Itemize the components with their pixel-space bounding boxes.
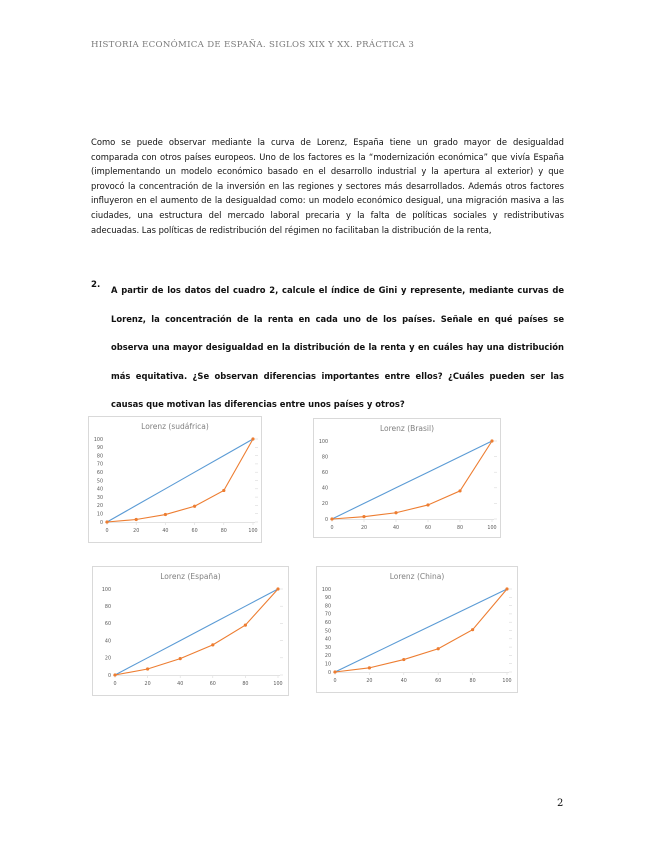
lorenz-point <box>193 505 196 508</box>
y-tick-label: 100 <box>321 587 331 593</box>
page-number: 2 <box>557 798 564 809</box>
x-tick-label: 80 <box>242 682 249 687</box>
lorenz-point <box>211 643 214 646</box>
y-tick-label: 0 <box>327 670 331 676</box>
chart-svg <box>314 419 500 537</box>
x-tick-label: 40 <box>177 682 184 687</box>
y-tick-label: 60 <box>104 622 111 628</box>
lorenz-point <box>330 517 333 520</box>
x-tick-label: 20 <box>133 529 140 534</box>
equality-line <box>335 589 507 672</box>
lorenz-point <box>505 587 508 590</box>
lorenz-point <box>402 658 405 661</box>
y-tick-label: 50 <box>96 479 103 485</box>
equality-line <box>332 441 492 519</box>
chart-title: Lorenz (sudáfrica) <box>141 422 209 431</box>
chart-title: Lorenz (Brasil) <box>380 424 434 433</box>
lorenz-point <box>222 489 225 492</box>
y-tick-label: 0 <box>324 517 328 523</box>
y-tick-label: 30 <box>324 645 331 651</box>
lorenz-point <box>368 666 371 669</box>
y-tick-label: 100 <box>318 439 328 445</box>
y-tick-label: 10 <box>96 512 103 518</box>
x-tick-label: 20 <box>360 526 368 531</box>
equality-line <box>115 589 278 675</box>
lorenz-point <box>276 587 279 590</box>
lorenz-chart-china <box>316 566 518 693</box>
y-tick-label: 40 <box>321 486 328 492</box>
y-tick-label: 80 <box>321 455 328 461</box>
x-tick-label: 40 <box>392 526 400 531</box>
lorenz-point <box>490 439 493 442</box>
y-tick-label: 20 <box>104 656 111 662</box>
x-tick-label: 0 <box>113 682 117 687</box>
x-tick-label: 100 <box>273 682 283 687</box>
x-tick-label: 100 <box>487 526 497 531</box>
lorenz-point <box>251 437 254 440</box>
y-tick-label: 60 <box>321 471 328 476</box>
x-tick-label: 0 <box>330 526 334 531</box>
y-tick-label: 60 <box>96 471 103 476</box>
chart-svg <box>317 567 517 692</box>
lorenz-point <box>164 513 167 516</box>
y-tick-label: 30 <box>96 495 103 501</box>
x-tick-label: 40 <box>162 529 169 534</box>
y-tick-label: 90 <box>96 446 103 452</box>
y-tick-label: 20 <box>321 502 328 508</box>
lorenz-point <box>146 667 149 670</box>
lorenz-point <box>179 657 182 660</box>
y-tick-label: 80 <box>96 454 103 460</box>
lorenz-point <box>105 520 108 523</box>
y-tick-label: 40 <box>96 487 103 493</box>
y-tick-label: 0 <box>107 673 111 679</box>
chart-title: Lorenz (España) <box>160 572 221 581</box>
lorenz-point <box>437 647 440 650</box>
question-text: A partir de los datos del cuadro 2, calcule el índice de Gini y represente, mediante curvas de Lorenz, la concentración de la renta en cada uno de los países. Señale en qué países se observa una mayor desigualdad en la distribución de la renta y en cuáles hay una distribución más equitativa. ¿Se observan diferencias importantes entre ellos? ¿Cuáles pueden ser las causas que motivan las diferencias entre unos países y otros? <box>111 285 564 410</box>
lorenz-point <box>333 670 336 673</box>
lorenz-point <box>362 515 365 518</box>
y-tick-label: 20 <box>96 504 103 510</box>
x-tick-label: 80 <box>469 679 476 684</box>
x-tick-label: 60 <box>424 526 432 531</box>
chart-svg <box>89 417 261 542</box>
y-tick-label: 100 <box>93 437 103 443</box>
equality-line <box>107 439 253 522</box>
x-tick-label: 60 <box>209 682 216 687</box>
x-tick-label: 60 <box>435 679 442 684</box>
x-tick-label: 0 <box>333 679 337 684</box>
chart-svg <box>93 567 288 695</box>
question-number: 2. <box>91 280 101 290</box>
lorenz-point <box>244 624 247 627</box>
lorenz-chart-sudafrica <box>88 416 262 543</box>
x-tick-label: 20 <box>144 682 151 687</box>
y-tick-label: 40 <box>104 639 111 645</box>
lorenz-point <box>135 518 138 521</box>
y-tick-label: 100 <box>101 587 111 593</box>
y-tick-label: 50 <box>324 629 331 635</box>
y-tick-label: 60 <box>324 621 331 626</box>
x-tick-label: 60 <box>191 529 198 534</box>
y-tick-label: 80 <box>324 604 331 610</box>
lorenz-chart-espana <box>92 566 289 696</box>
lorenz-chart-brasil <box>313 418 501 538</box>
x-tick-label: 80 <box>220 529 227 534</box>
lorenz-point <box>458 489 461 492</box>
body-paragraph: Como se puede observar mediante la curva de Lorenz, España tiene un grado mayor de desigualdad comparada con otros países europeos. Uno de los factores es la “modernización económica” que vivía España (implementando un modelo económico basado en el desarrollo industrial y la apertura al exterior) y que provocó la concentración de la inversión en las regiones y sectores más desarrollados. Además otros factores influyeron en el aumento de la desigualdad como: un modelo económico desigual, una migración masiva a las ciudades, una estructura del mercado laboral precaria y la falta de políticas sociales y redistributivas adecuadas. Las políticas de redistribución del régimen no facilitaban la distribución de la renta, <box>91 137 564 235</box>
y-tick-label: 90 <box>324 596 331 602</box>
lorenz-point <box>426 503 429 506</box>
y-tick-label: 20 <box>324 654 331 660</box>
page-header: HISTORIA ECONÓMICA DE ESPAÑA. SIGLOS XIX Y XX. PRÁCTICA 3 <box>91 40 415 50</box>
y-tick-label: 70 <box>96 462 103 468</box>
lorenz-point <box>471 628 474 631</box>
lorenz-point <box>394 511 397 514</box>
y-tick-label: 70 <box>324 612 331 618</box>
y-tick-label: 40 <box>324 637 331 643</box>
x-tick-label: 0 <box>105 529 109 534</box>
x-tick-label: 20 <box>366 679 373 684</box>
x-tick-label: 100 <box>502 679 512 684</box>
x-tick-label: 40 <box>400 679 407 684</box>
x-tick-label: 100 <box>248 529 258 534</box>
y-tick-label: 0 <box>99 520 103 526</box>
lorenz-point <box>113 673 116 676</box>
y-tick-label: 10 <box>324 662 331 668</box>
x-tick-label: 80 <box>456 526 464 531</box>
chart-title: Lorenz (China) <box>389 572 445 581</box>
y-tick-label: 80 <box>104 605 111 610</box>
